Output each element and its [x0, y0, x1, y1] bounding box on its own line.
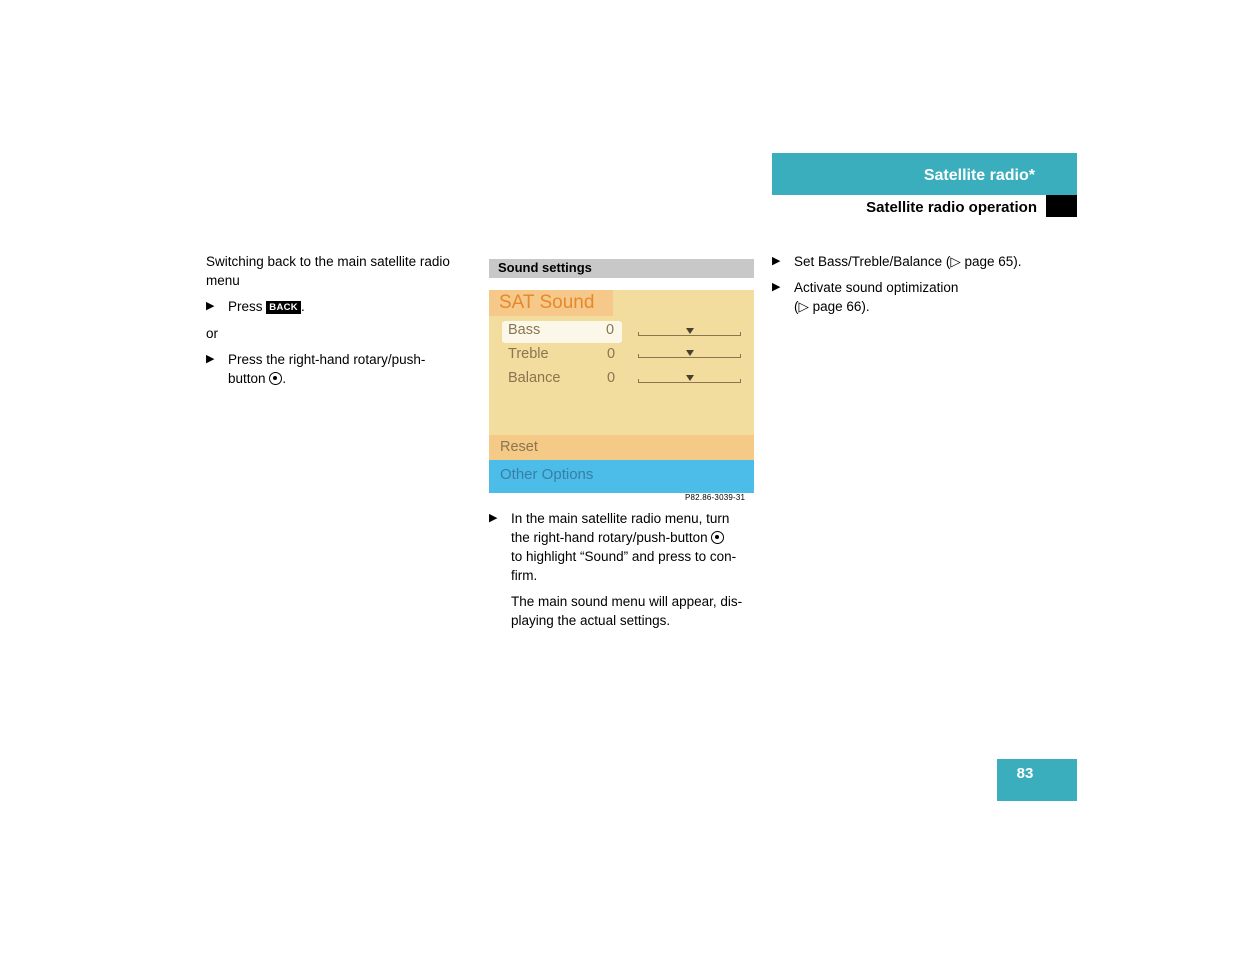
slider-marker: [686, 328, 694, 334]
result-line: playing the actual settings.: [511, 613, 671, 628]
or-text: or: [206, 326, 219, 341]
figure-caption-bar: [489, 259, 754, 278]
step-text: Press: [228, 299, 263, 314]
step-line: Press the right-hand rotary/push-: [228, 352, 426, 367]
reset-label: Reset: [500, 439, 538, 455]
back-key-icon: BACK: [266, 301, 301, 314]
balance-value: 0: [607, 370, 616, 386]
bass-slider: [638, 328, 741, 336]
section-subtitle: Satellite radio operation: [866, 199, 1037, 216]
page-number: 83: [1016, 765, 1034, 782]
section-header-band: [772, 153, 1077, 195]
step-sound-optimization: [772, 278, 1072, 316]
section-title: Satellite radio*: [923, 167, 1035, 184]
step-highlight-sound: [489, 509, 759, 585]
step-line: Activate sound optimization: [794, 280, 959, 295]
screen-title-bg: [489, 290, 613, 316]
sat-sound-screen: [489, 290, 754, 493]
step-line: (▷ page 66).: [794, 299, 870, 314]
intro-text: Switching back to the main satellite radio menu: [206, 254, 450, 288]
bullet-icon: ▶: [206, 353, 215, 365]
step-press-knob: [206, 350, 476, 388]
step-line: [228, 369, 476, 388]
step-line: [511, 528, 759, 547]
bullet-icon: ▶: [772, 255, 781, 267]
step-press-back: [206, 297, 476, 316]
step-suffix: .: [300, 299, 305, 314]
page-number-box: [997, 759, 1077, 801]
figure-code: P82.86-3039-31: [685, 493, 746, 502]
section-marker: [1046, 195, 1077, 217]
step-text: button: [228, 371, 266, 386]
treble-slider: [638, 350, 741, 358]
result-line: The main sound menu will appear, dis-: [511, 594, 743, 609]
step-set-bass-treble: [772, 252, 1072, 271]
balance-slider: [638, 375, 741, 383]
rotary-knob-icon: [269, 372, 282, 385]
bass-label: Bass: [508, 322, 541, 338]
result-text: [511, 592, 761, 630]
slider-marker: [686, 350, 694, 356]
reset-menu-item: [489, 435, 754, 460]
bullet-icon: ▶: [489, 512, 498, 524]
slider-marker: [686, 375, 694, 381]
bullet-icon: ▶: [772, 281, 781, 293]
step-line: firm.: [511, 568, 538, 583]
step-suffix: .: [282, 371, 287, 386]
treble-value: 0: [607, 346, 616, 362]
balance-label: Balance: [508, 370, 561, 386]
figure-caption: Sound settings: [498, 260, 592, 275]
step-line: Set Bass/Treble/Balance (▷ page 65).: [794, 254, 1022, 269]
treble-label: Treble: [508, 346, 549, 362]
other-options-menu-item: [489, 460, 754, 493]
bass-value: 0: [606, 322, 615, 338]
step-line: In the main satellite radio menu, turn: [511, 511, 730, 526]
bullet-icon: ▶: [206, 300, 215, 312]
other-options-label: Other Options: [500, 466, 594, 483]
step-text: the right-hand rotary/push-button: [511, 530, 708, 545]
step-line: to highlight “Sound” and press to con-: [511, 549, 737, 564]
screen-title: SAT Sound: [499, 292, 595, 313]
rotary-knob-icon: [711, 531, 724, 544]
